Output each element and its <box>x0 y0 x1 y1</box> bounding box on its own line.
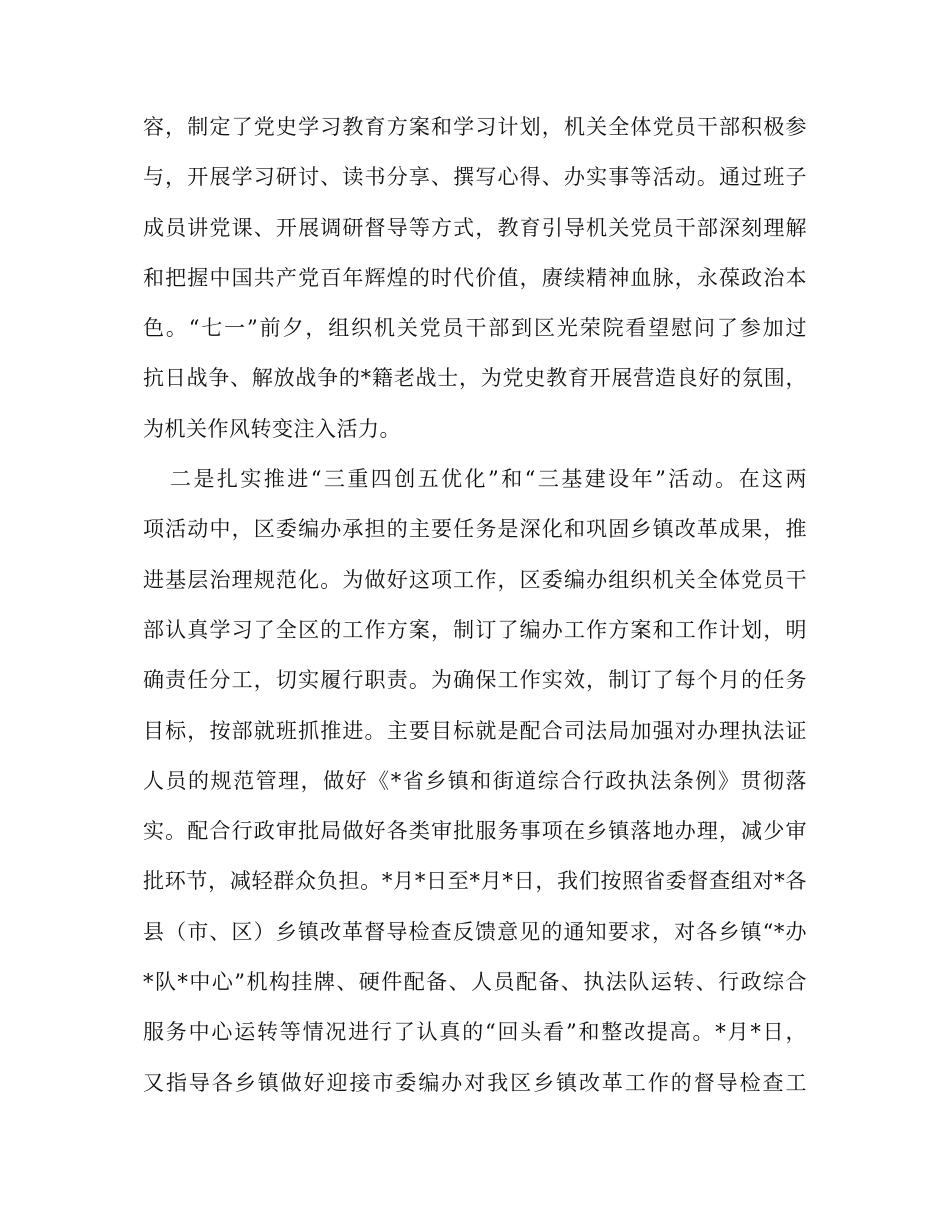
text-line: 又指导各乡镇做好迎接市委编办对我区乡镇改革工作的督导检查工 <box>143 1070 807 1095</box>
text-line: 服务中心运转等情况进行了认真的“回头看”和整改提高。*月*日， <box>143 1020 807 1045</box>
text-line: 实。配合行政审批局做好各类审批服务事项在乡镇落地办理，减少审 <box>143 819 807 844</box>
text-line: 和把握中国共产党百年辉煌的时代价值，赓续精神血脉，永葆政治本 <box>143 265 807 290</box>
text-line <box>143 1108 807 1158</box>
paragraph-2 <box>143 454 807 1158</box>
text-line: 与，开展学习研讨、读书分享、撰写心得、办实事等活动。通过班子 <box>143 165 807 190</box>
text-line: 进基层治理规范化。为做好这项工作，区委编办组织机关全体党员干 <box>143 567 807 592</box>
text-line: *队*中心”机构挂牌、硬件配备、人员配备、执法队运转、行政综合 <box>143 970 807 995</box>
text-line: 批环节，减轻群众负担。*月*日至*月*日，我们按照省委督查组对*各 <box>143 869 807 894</box>
text-line: 二是扎实推进“三重四创五优化”和“三基建设年”活动。在这两 <box>170 467 807 492</box>
text-line: 确责任分工，切实履行职责。为确保工作实效，制订了每个月的任务 <box>143 668 807 693</box>
paragraph-1 <box>143 102 807 454</box>
text-line: 项活动中，区委编办承担的主要任务是深化和巩固乡镇改革成果，推 <box>143 517 807 542</box>
text-line: 部认真学习了全区的工作方案，制订了编办工作方案和工作计划，明 <box>143 617 807 642</box>
document-page <box>143 102 807 1158</box>
text-line: 县（市、区）乡镇改革督导检查反馈意见的通知要求，对各乡镇“*办 <box>143 919 807 944</box>
text-line: 成员讲党课、开展调研督导等方式，教育引导机关党员干部深刻理解 <box>143 215 807 240</box>
text-line: 容，制定了党史学习教育方案和学习计划，机关全体党员干部积极参 <box>143 115 807 139</box>
text-line: 抗日战争、解放战争的*籍老战士，为党史教育开展营造良好的氛围， <box>143 366 807 391</box>
text-line: 为机关作风转变注入活力。 <box>143 416 401 441</box>
text-line: 目标，按部就班抓推进。主要目标就是配合司法局加强对办理执法证 <box>143 718 807 743</box>
text-line: 人员的规范管理，做好《*省乡镇和街道综合行政执法条例》贯彻落 <box>143 768 807 793</box>
text-line: 色。“七一”前夕，组织机关党员干部到区光荣院看望慰问了参加过 <box>143 316 807 341</box>
